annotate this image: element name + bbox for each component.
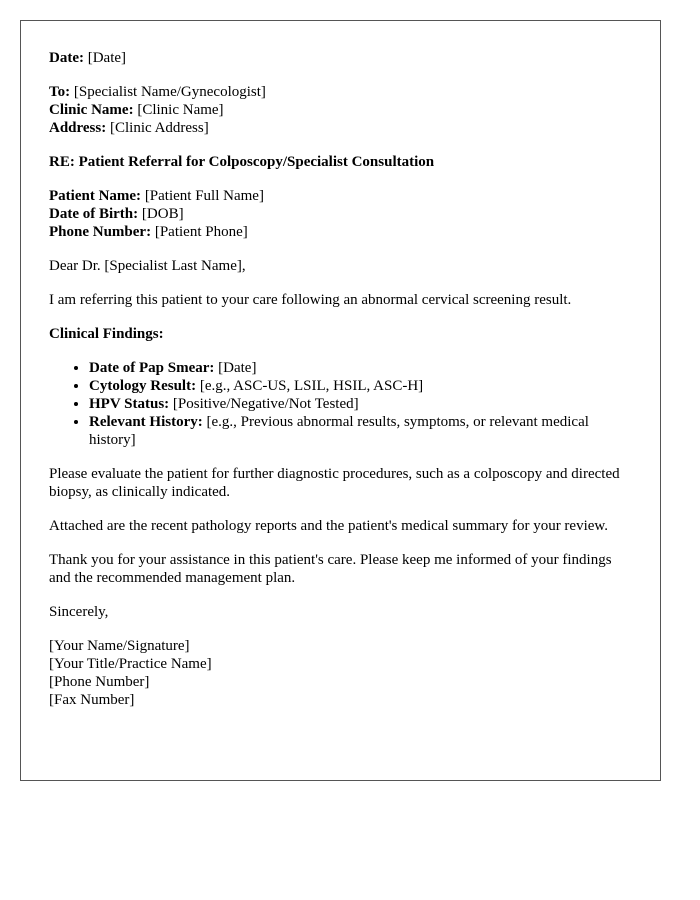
clinic-label: Clinic Name: (49, 102, 134, 118)
dob-line (49, 205, 632, 223)
date-value: [Date] (87, 50, 127, 66)
evaluate-paragraph: Please evaluate the patient for further diagnostic procedures, such as a colposcopy and directed biopsy, as clinically indicated. (49, 466, 620, 500)
intro-paragraph: I am referring this patient to your care following an abnormal cervical screening result. (49, 292, 572, 308)
address-line (49, 119, 632, 137)
to-line (49, 83, 632, 101)
patient-name-value: [Patient Full Name] (144, 188, 264, 204)
closing: Sincerely, (49, 604, 109, 620)
clinic-line (49, 101, 632, 119)
finding-item (89, 359, 632, 377)
finding-value: [e.g., Previous abnormal results, symptoms, or relevant medical history] (89, 414, 589, 448)
patient-name-label: Patient Name: (49, 188, 142, 204)
findings-list (49, 359, 632, 449)
patient-name-line (49, 187, 632, 205)
finding-label: Date of Pap Smear: (89, 360, 215, 376)
address-value: [Clinic Address] (109, 120, 209, 136)
phone-value: [Patient Phone] (154, 224, 248, 240)
phone-label: Phone Number: (49, 224, 152, 240)
patient-block (49, 187, 632, 241)
to-label: To: (49, 84, 71, 100)
to-value: [Specialist Name/Gynecologist] (73, 84, 266, 100)
attached-paragraph: Attached are the recent pathology reports and the patient's medical summary for your review. (49, 518, 609, 534)
dob-value: [DOB] (141, 206, 184, 222)
finding-item (89, 413, 632, 449)
signature-title: [Your Title/Practice Name] (49, 656, 212, 672)
finding-item (89, 377, 632, 395)
clinic-value: [Clinic Name] (137, 102, 224, 118)
subject-line: RE: Patient Referral for Colposcopy/Specialist Consultation (49, 154, 435, 170)
date-block (49, 49, 632, 67)
recipient-block (49, 83, 632, 137)
finding-value: [Date] (218, 360, 257, 376)
finding-value: [Positive/Negative/Not Tested] (172, 396, 359, 412)
finding-label: HPV Status: (89, 396, 170, 412)
findings-heading: Clinical Findings: (49, 326, 164, 342)
signature-block (49, 637, 632, 709)
date-label: Date: (49, 50, 84, 66)
thanks-paragraph: Thank you for your assistance in this patient's care. Please keep me informed of your findings and the recommended management plan. (49, 552, 612, 586)
signature-fax: [Fax Number] (49, 692, 135, 708)
phone-line (49, 223, 632, 241)
signature-name: [Your Name/Signature] (49, 638, 190, 654)
address-label: Address: (49, 120, 107, 136)
finding-value: [e.g., ASC-US, LSIL, HSIL, ASC-H] (199, 378, 424, 394)
finding-label: Relevant History: (89, 414, 203, 430)
dob-label: Date of Birth: (49, 206, 139, 222)
salutation: Dear Dr. [Specialist Last Name], (49, 258, 246, 274)
referral-letter (20, 20, 661, 781)
signature-phone: [Phone Number] (49, 674, 150, 690)
finding-item (89, 395, 632, 413)
date-line (49, 49, 632, 67)
finding-label: Cytology Result: (89, 378, 197, 394)
